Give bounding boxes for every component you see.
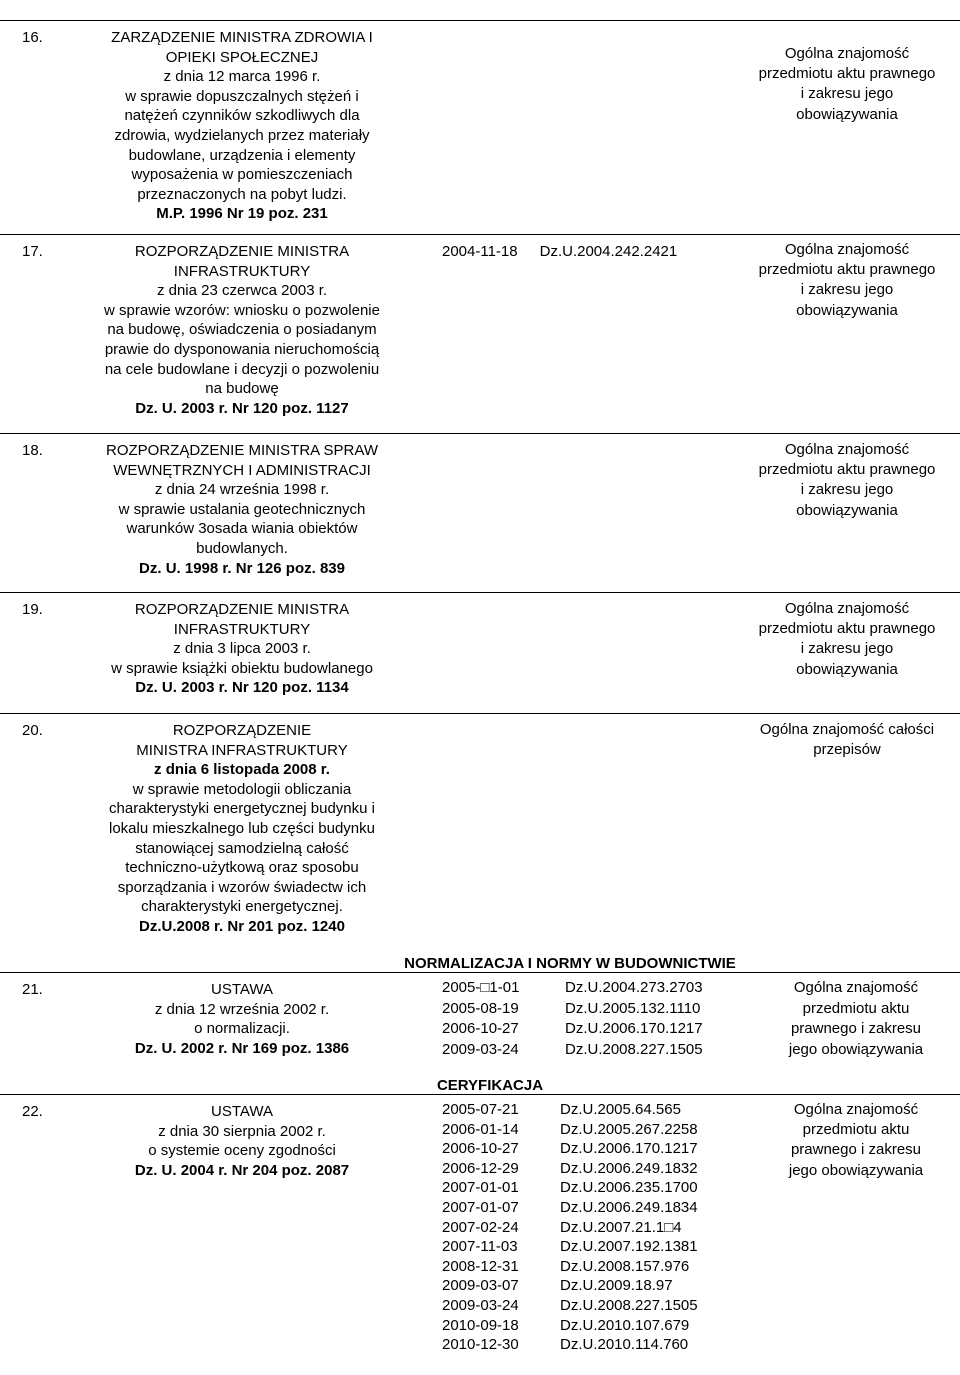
knowledge-scope: Ogólna znajomość przedmiotu aktu prawnego i zakresu jego obowiązywania (758, 441, 936, 519)
amendment-code: Dz.U.2004.242.2421 (539, 243, 678, 260)
amendment-dates: 2005-07-21 2006-01-14 2006-10-27 2006-12-29 2007-01-01 2007-01-07 2007-02-24 2007-11-03 2008-12-31 2009-03-07 2009-03-24 2010-09-18 2010-12-30 (442, 1101, 519, 1354)
knowledge-scope: Ogólna znajomość przedmiotu aktu prawnego i zakresu jego obowiązywania (758, 241, 936, 319)
publication-reference: Dz. U. 2002 r. Nr 169 poz. 1386 (134, 1039, 350, 1057)
section-heading-certification: CERYFIKACJA (436, 1077, 544, 1094)
row-number: 19. (22, 601, 43, 618)
legal-act-description: ROZPORZĄDZENIE MINISTRA INFRASTRUKTURY z dnia 23 czerwca 2003 r. w sprawie wzorów: wniosku o pozwolenie na budowę, oświadczenia o posiadanym prawie do dysponowania nieruchomością na cele budowlane i decyzji o pozwoleniu na budowę Dz. U. 2003 r. Nr 120 poz. 1127 (72, 242, 412, 418)
knowledge-scope: Ogólna znajomość przedmiotu aktu prawnego i zakresu jego obowiązywania (788, 979, 924, 1058)
row-number: 17. (22, 243, 43, 260)
publication-reference: M.P. 1996 Nr 19 poz. 231 (156, 205, 328, 223)
knowledge-scope: Ogólna znajomość przedmiotu aktu prawnego i zakresu jego obowiązywania (758, 45, 936, 123)
publication-reference: Dz. U. 2004 r. Nr 204 poz. 2087 (134, 1161, 350, 1179)
publication-reference: Dz. U. 2003 r. Nr 120 poz. 1134 (135, 679, 349, 697)
legal-act-description: ROZPORZĄDZENIE MINISTRA INFRASTRUKTURY z dnia 3 lipca 2003 r. w sprawie książki obiektu budowlanego Dz. U. 2003 r. Nr 120 poz. 1134 (72, 600, 412, 698)
row-number: 22. (22, 1103, 43, 1120)
legal-act-description: USTAWA z dnia 30 sierpnia 2002 r. o systemie oceny zgodności Dz. U. 2004 r. Nr 204 poz. 2087 (72, 1102, 412, 1180)
row-number: 21. (22, 981, 43, 998)
legal-act-description: ROZPORZĄDZENIE MINISTRA SPRAW WEWNĘTRZNYCH I ADMINISTRACJI z dnia 24 września 1998 r. w sprawie ustalania geotechnicznych warunków 3osada wiania obiektów budowlanych. Dz. U. 1998 r. Nr 126 poz. 839 (72, 441, 412, 578)
section-heading-normalization: NORMALIZACJA I NORMY W BUDOWNICTWIE (404, 955, 736, 972)
table-row (0, 713, 960, 943)
publication-reference: Dz.U.2008 r. Nr 201 poz. 1240 (139, 917, 345, 935)
table-row (0, 972, 960, 1072)
knowledge-scope: Ogólna znajomość całości przepisów (759, 721, 935, 759)
table-row (0, 433, 960, 593)
row-number: 18. (22, 442, 43, 459)
row-number: 20. (22, 722, 43, 739)
knowledge-scope: Ogólna znajomość przedmiotu aktu prawnego i zakresu jego obowiązywania (758, 600, 936, 678)
table-row (0, 592, 960, 714)
legal-act-description: ROZPORZĄDZENIE MINISTRA INFRASTRUKTURY z dnia 6 listopada 2008 r. w sprawie metodologii obliczania charakterystyki energetycznej budynku i lokalu mieszkalnego lub części budynku stanowiącej samodzielną całość techniczno-użytkową oraz sposobu sporządzania i wzorów świadectw ich charakterystyki energetycznej. Dz.U.2008 r. Nr 201 poz. 1240 (72, 721, 412, 937)
amendment-codes: Dz.U.2005.64.565 Dz.U.2005.267.2258 Dz.U.2006.170.1217 Dz.U.2006.249.1832 Dz.U.2006.235.1700 Dz.U.2006.249.1834 Dz.U.2007.21.1□4 Dz.U.2007.192.1381 Dz.U.2008.157.976 Dz.U.2009.18.97 Dz.U.2008.227.1505 Dz.U.2010.107.679 Dz.U.2010.114.760 (560, 1101, 698, 1354)
amendment-entry (442, 242, 677, 262)
table-row (0, 234, 960, 434)
table-row (0, 1094, 960, 1375)
publication-reference: Dz. U. 2003 r. Nr 120 poz. 1127 (135, 399, 349, 417)
amendment-codes: Dz.U.2004.273.2703 Dz.U.2005.132.1110 Dz.U.2006.170.1217 Dz.U.2008.227.1505 (565, 979, 703, 1058)
table-row (0, 20, 960, 240)
amendment-dates: 2005-□1-01 2005-08-19 2006-10-27 2009-03-24 (442, 979, 520, 1058)
publication-reference: Dz. U. 1998 r. Nr 126 poz. 839 (139, 559, 345, 577)
knowledge-scope: Ogólna znajomość przedmiotu aktu prawnego i zakresu jego obowiązywania (788, 1101, 924, 1179)
legal-act-description: USTAWA z dnia 12 września 2002 r. o normalizacji. Dz. U. 2002 r. Nr 169 poz. 1386 (72, 980, 412, 1058)
amendment-date: 2004-11-18 (442, 243, 518, 260)
legal-act-description: ZARZĄDZENIE MINISTRA ZDROWIA I OPIEKI SPOŁECZNEJ z dnia 12 marca 1996 r. w sprawie dopuszczalnych stężeń i natężeń czynników szkodliwych dla zdrowia, wydzielanych przez materiały budowlane, urządzenia i elementy wyposażenia w pomieszczeniach przeznaczonych na pobyt ludzi. M.P. 1996 Nr 19 poz. 231 (72, 28, 412, 224)
row-number: 16. (22, 29, 43, 46)
